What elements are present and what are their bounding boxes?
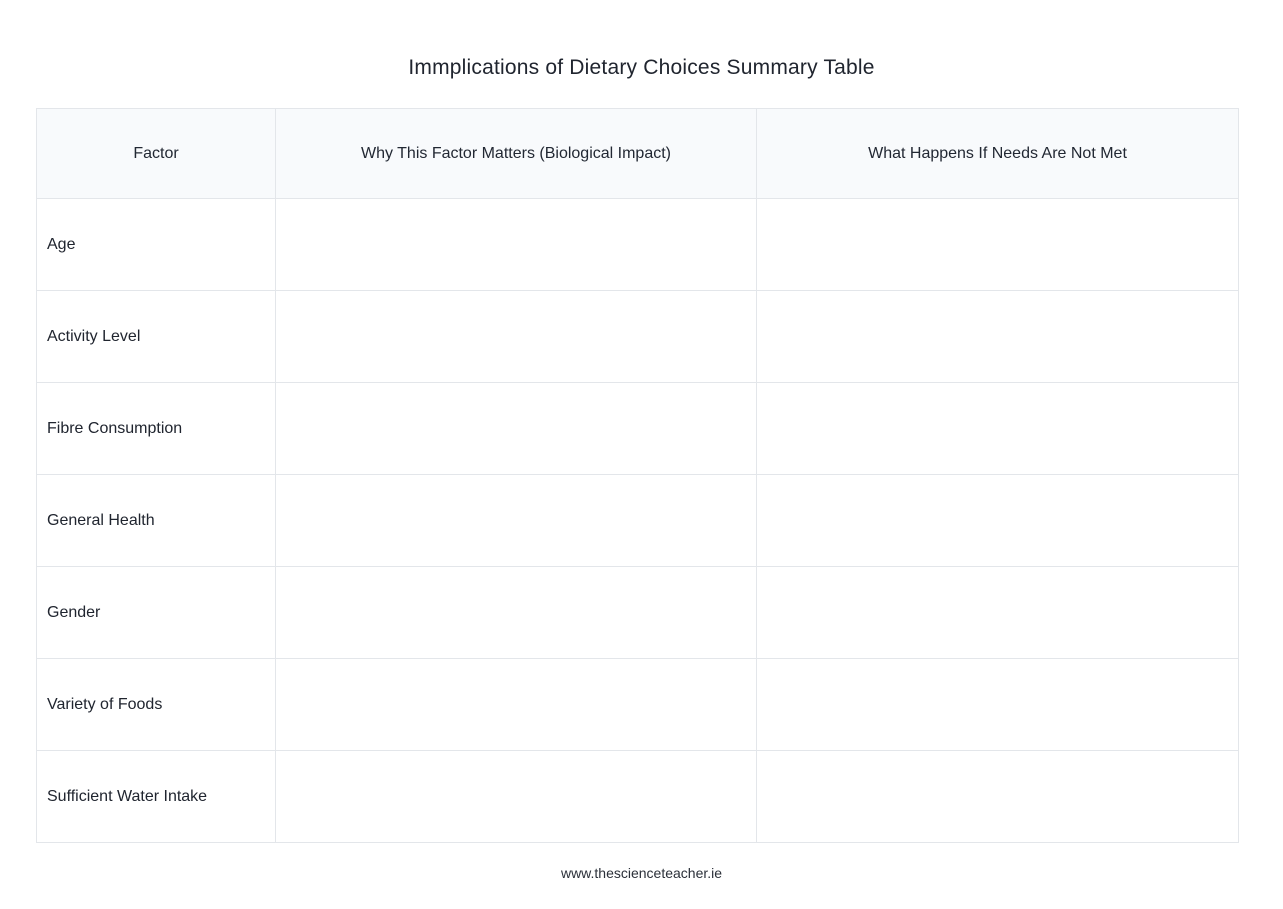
column-header-what-happens-if-needs-are-not-met: What Happens If Needs Are Not Met <box>757 109 1239 199</box>
table-row <box>37 383 1239 475</box>
summary-table <box>36 108 1239 843</box>
factor-label: Fibre Consumption <box>37 383 276 475</box>
table-row <box>37 659 1239 751</box>
table-row <box>37 291 1239 383</box>
table-row <box>37 567 1239 659</box>
answer-cell-why[interactable] <box>276 659 757 751</box>
answer-cell-consequence[interactable] <box>757 475 1239 567</box>
table-row <box>37 199 1239 291</box>
answer-cell-why[interactable] <box>276 291 757 383</box>
answer-cell-consequence[interactable] <box>757 751 1239 843</box>
table-row <box>37 475 1239 567</box>
answer-cell-why[interactable] <box>276 751 757 843</box>
answer-cell-why[interactable] <box>276 475 757 567</box>
factor-label: Gender <box>37 567 276 659</box>
column-header-why-this-factor-matters: Why This Factor Matters (Biological Impact) <box>276 109 757 199</box>
answer-cell-consequence[interactable] <box>757 291 1239 383</box>
answer-cell-consequence[interactable] <box>757 567 1239 659</box>
page-title: Immplications of Dietary Choices Summary Table <box>408 56 875 79</box>
factor-label: Sufficient Water Intake <box>37 751 276 843</box>
factor-label: Variety of Foods <box>37 659 276 751</box>
answer-cell-consequence[interactable] <box>757 199 1239 291</box>
answer-cell-why[interactable] <box>276 199 757 291</box>
table-row <box>37 751 1239 843</box>
table-container <box>36 108 1247 843</box>
table-body <box>37 199 1239 843</box>
column-header-factor: Factor <box>37 109 276 199</box>
footer-website: www.thescienceteacher.ie <box>560 865 723 881</box>
answer-cell-consequence[interactable] <box>757 659 1239 751</box>
answer-cell-why[interactable] <box>276 383 757 475</box>
factor-label: Age <box>37 199 276 291</box>
answer-cell-why[interactable] <box>276 567 757 659</box>
table-header <box>37 109 1239 199</box>
factor-label: General Health <box>37 475 276 567</box>
factor-label: Activity Level <box>37 291 276 383</box>
answer-cell-consequence[interactable] <box>757 383 1239 475</box>
table-header-row <box>37 109 1239 199</box>
